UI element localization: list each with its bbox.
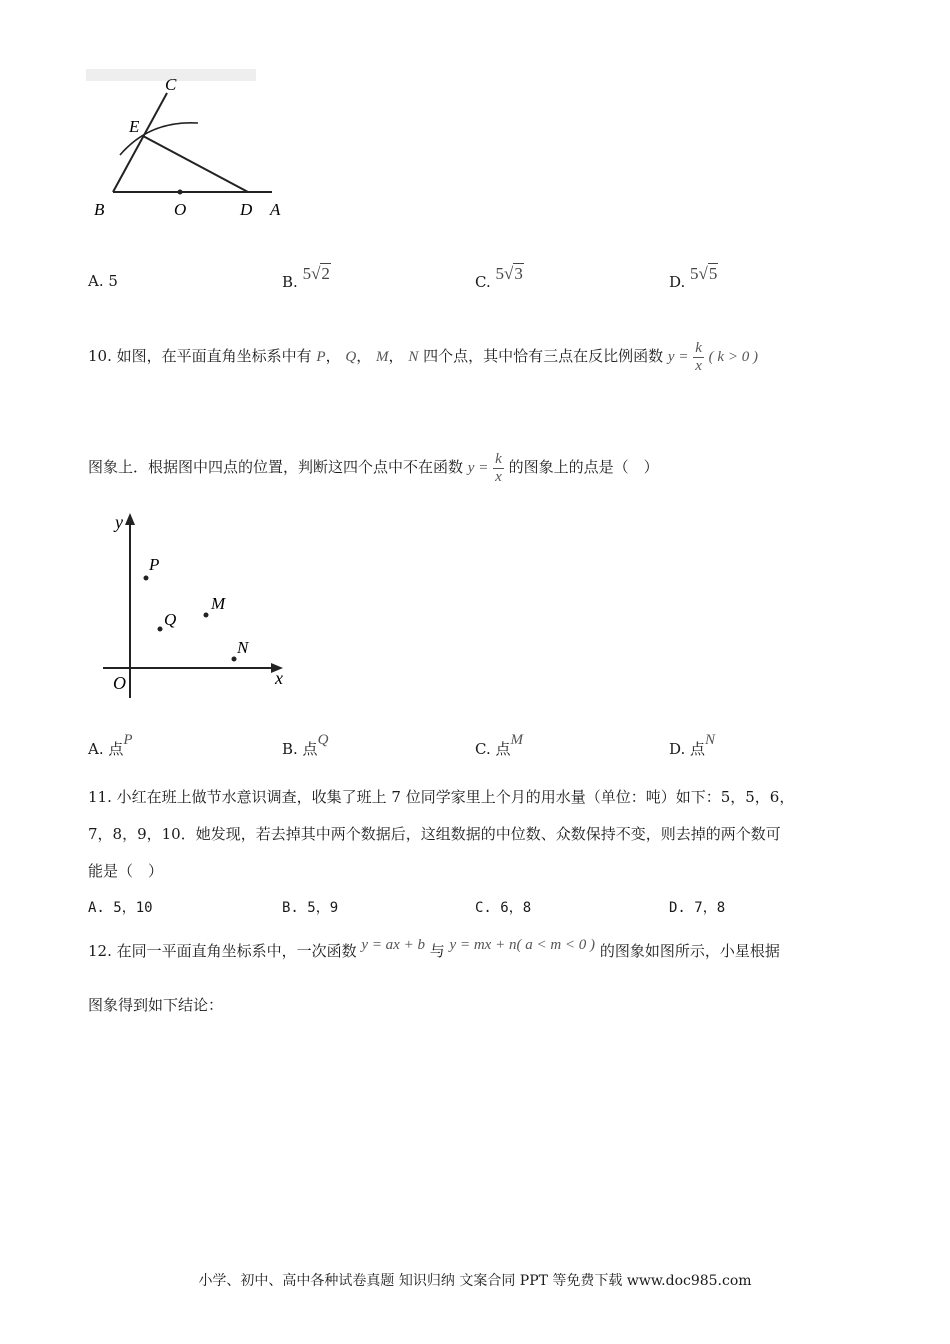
label-d: D <box>240 200 253 219</box>
point-p <box>144 576 149 581</box>
q9-option-d: D. 5√5 <box>669 264 718 291</box>
q12-line1: 12. 在同一平面直角坐标系中，一次函数 y = ax + b 与 y = mx + n( a < m < 0 ) 的图象如图所示，小星根据 <box>88 937 780 960</box>
q10-option-a: A. 点P <box>88 732 133 758</box>
q11-option-d: D. 7，8 <box>669 900 726 916</box>
line-bc <box>113 93 167 192</box>
y-arrow <box>125 513 135 525</box>
fraction-k-over-x: $\frac{k}{x}$ <box>695 339 702 374</box>
point-n <box>232 657 237 662</box>
point-q <box>158 627 163 632</box>
page-footer: 小学、初中、高中各种试卷真题 知识归纳 文案合同 PPT 等免费下载 www.doc985.com <box>198 1273 752 1289</box>
q10-option-c: C. 点M <box>475 732 523 758</box>
q10-line2: 图象上．根据图中四点的位置，判断这四个点中不在函数 y = $\frac{k}{x}$ 的图象上的点是（ ） <box>88 450 659 485</box>
q10-coordinate-figure <box>95 508 305 703</box>
label-a: A <box>270 200 281 219</box>
label-p: P <box>149 555 160 574</box>
q9-geometry-figure <box>80 65 310 225</box>
fraction-k-over-x: $\frac{k}{x}$ <box>495 450 502 485</box>
label-y: y <box>115 512 123 532</box>
q11-line1: 11. 小红在班上做节水意识调查，收集了班上 7 位同学家里上个月的用水量（单位：吨）如下：5，5，6， <box>88 788 795 806</box>
q11-option-b: B. 5，9 <box>282 900 339 916</box>
q12-line2: 图象得到如下结论： <box>88 996 224 1014</box>
sqrt-expression: 5√5 <box>690 264 718 283</box>
label-x: x <box>275 668 283 688</box>
q10-line1: 10. 如图，在平面直角坐标系中有 P， Q， M， N 四个点，其中恰有三点在反比例函数 y = $\frac{k}{x}$ ( k > 0 ) <box>88 339 758 374</box>
sqrt-expression: 5√2 <box>302 264 330 283</box>
q9-option-c: C. 5√3 <box>475 264 523 291</box>
q11-option-c: C. 6，8 <box>475 900 532 916</box>
q10-option-b: B. 点Q <box>282 732 329 758</box>
label-m: M <box>211 594 226 613</box>
q11-line2: 7，8，9，10．她发现，若去掉其中两个数据后，这组数据的中位数、众数保持不变，则去掉的两个数可 <box>88 825 781 843</box>
q10-option-d: D. 点N <box>669 732 716 758</box>
label-q: Q <box>164 610 177 629</box>
sqrt-expression: 5√3 <box>495 264 523 283</box>
label-c: C <box>165 75 177 94</box>
label-b: B <box>94 200 105 219</box>
q11-line3: 能是（ ） <box>88 862 164 880</box>
point-m <box>204 613 209 618</box>
label-e: E <box>129 117 140 136</box>
q9-option-b: B. 5√2 <box>282 264 330 291</box>
label-origin: O <box>113 673 126 693</box>
line-ed <box>143 136 248 192</box>
q11-option-a: A. 5，10 <box>88 900 153 916</box>
label-o: O <box>174 200 187 219</box>
point-o <box>178 190 183 195</box>
q9-option-a: A. 5 <box>88 272 118 290</box>
label-n: N <box>237 638 249 657</box>
